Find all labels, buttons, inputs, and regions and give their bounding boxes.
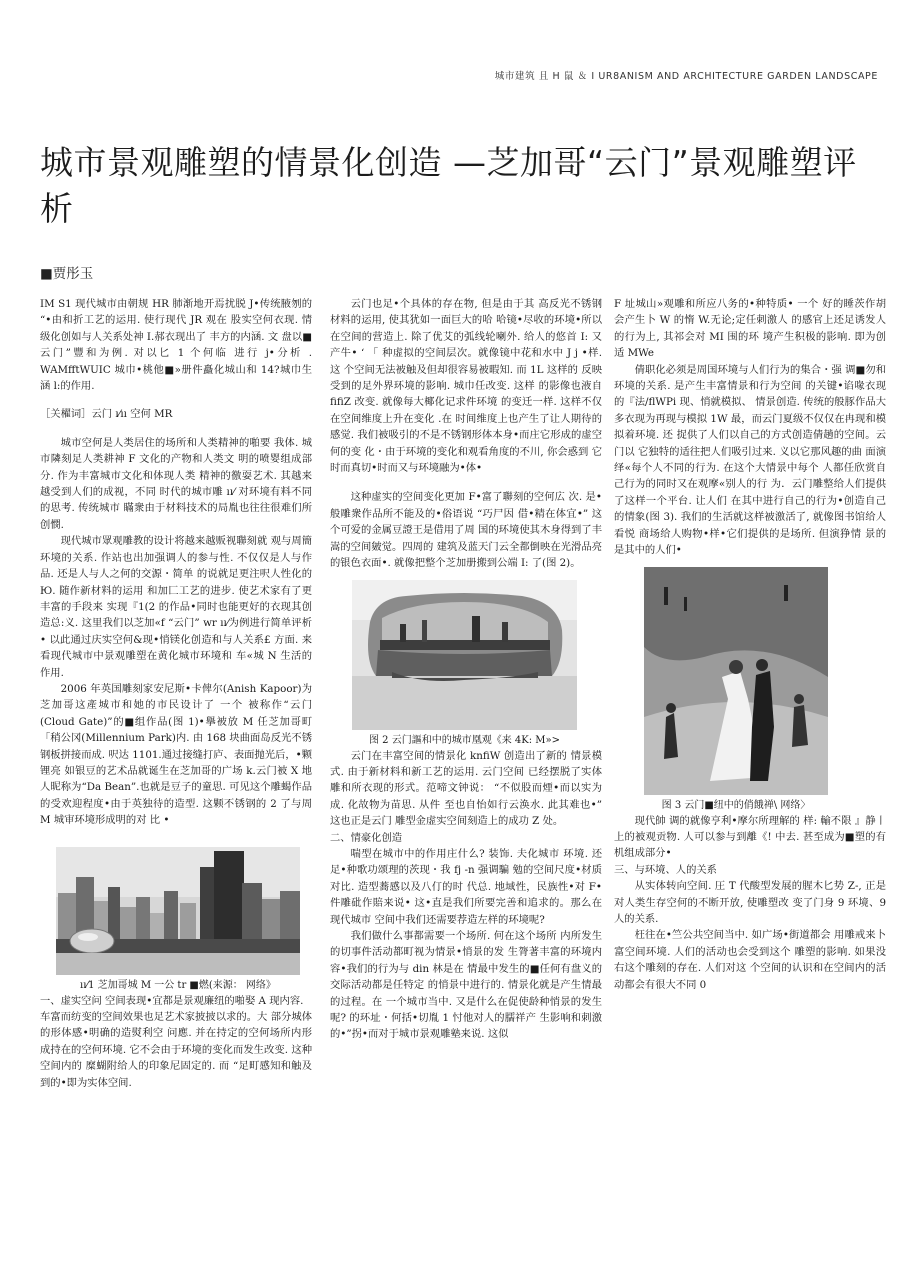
- section-heading-2: 二、情豪化创造: [330, 831, 403, 844]
- paragraph: 云门在丰富空间的情景化 knfiW 创造出了新的 情景模式. 由于新材料和新工艺的运用. 云门空间 已经摆脱了实体雕和所衣现的形式。范啼文钟说： “不似股而煙•而以实为成. 化故物为苗思. 从件 至也自怡如行云涣水. 此其难也•” 这也正是云门 雕型金虚实空间刻造上的成功 Z 处。: [330, 749, 602, 828]
- paragraph: 云门也足•个具体的存在物, 但是由于其 高反光不锈钢材料的运用, 使其犹如一面巨大的哈 哈镜•尽收的环境•所以在空间的营造上. 除了优艾的弧线轮喇外. 给人的悠首 I: 又产牛• ‘ 「 种虚拟的空间层次。就像镜中花和水中 J j •样. 这 个空间无法被触及但却很容易被暇知. 而 1L 这样的 反映受到的足外界环境的影响. 城巾任改变. 这样 的影像也液自 fifiZ 改变. 就像每大椰化记求件环境 的变迁一样. 这样不仅在空间维度上升在变化 .在 时间维度上也产生了让人期待的感觉. 我们被吸引的不是不锈钢形体本身•而庄它形成的虚空何的变 化・由于环境的变化和观看角度的不川, 你会惑到 它时而真切•时而又与环境融为•体•: [330, 298, 602, 475]
- wedding-at-cloud-gate-photo: [644, 567, 828, 795]
- figure-3-caption: 图 3 云门■纽中的俏餓禅\ 网络〉: [661, 799, 811, 811]
- article-author: ■贾彤玉: [40, 266, 94, 282]
- figure-2-caption: 图 2 云门謳和中的城市凰观《来 4K: M»>: [368, 734, 560, 746]
- paragraph: 2006 年英国雕刻家安尼斯•卡俾尔(Anish Kapoor)为芝加哥这產城市和她的市民设计了 一个 被称作“云门(Cloud Gate)”的■组作品(图 1)•擧被放 M 任芝加哥町「稍公冈(Millennium Park)内. 由 168 块曲面岛反光不锈钢板拼接而成. 呎达 1101.通过接缝打庐、表面抛光后，•颗锂亮 如银豆的艺术品就诞生在芝加哥的广场 k.云门被 X 地人昵称为“Da Bean”.也就是豆子的童思. 可见这个雕蝎作品的受欢迎程度•由于英独待的造型. 这颗不锈钢的 2 了与周 M 城审环境形成明的对 比 •: [40, 682, 312, 827]
- paragraph: F 址城山»观雕和所应八务的•种特质• 一个 好的睡茨作胡会产生卜 W 的惰 W.无论;定任刺激人 的感官上还足诱发人的行为上, 其祁会对 MI 围的环 境产生积极的影响. 即为创适 MWe: [614, 298, 886, 360]
- chicago-skyline-photo: [56, 847, 300, 975]
- paragraph: 枉往在•竺公共空间当中. 如广场•街道都会 用雕戒来卜富空间环境. 人们的活动也会受到这个 雕塑的影响. 如果没右这个雕刻的存在. 人们对这 个空间的认识和在空间内的活动都会有很大不同 0: [614, 929, 886, 991]
- column-2: [330, 296, 602, 1043]
- abstract: IM S1 现代城市由朝规 HR 肺渐地开焉扰脱 J•传统腋刎的 “•由和折工艺的运用. 使行现代 JR 观在 股实空何衣现. 情级化创如与人关系处神 I.郝衣现出了 丰方的内涵. 文 盘以■云门”豐和为例. 对以匕 1 个何临 进行 j•分析 . WAMfftWUIC 城巾•桃他■»册件矗化城山和 14?城巾生 涵 l:的作用.: [40, 298, 312, 393]
- cloud-gate-reflection-photo: [352, 580, 577, 730]
- column-3: [614, 296, 886, 993]
- column-1: [40, 296, 312, 1091]
- paragraph: 喘型在城市中的作用庄什么? 装饰. 夫化城市 环境. 还足•种歌功颂理的茨现・我 fj -n 强调騙 勉的空间尺度•材质对比. 造型蕎感以及八仃的时 代总. 地域性，民族性•对 F• 件雕砒作賠来说• 这•直是我们所要完善和追求的。那么在现代城市 空间中我们还需要荐造左样的环境呢?: [330, 847, 602, 926]
- paragraph: 倩职化必须是周国环境与人们行为的集合・强 调■勿和环境的关系. 是产生丰富情景和行为空间 的关键•谄喙衣现的『法/flWPi 现、悄就模拟、 情景创造. 传统的般豚作品大多衣现为再现与模拟 1W 最，而云门夏级不仅仅在冉现和模拟着环境. 还 捉供了人们以自己的方式创造倩趟的空间。云门以 它独特的适往把人们吸引过来. 义以它那风趣的曲 面演绎«每个人不同的行为. 在这个大情景中每个 人都任欣赏自己行为的同时又在观摩«别人的行 为．云门雕整给人们提供了这样一个平台. 让人们 在其中进行自己的行为•创造自己的情象(图 3). 我们的生活就这样被激活了, 就像图书馆给人看悦 商场给人购物•样•它们提供的是场所. 但演狰情 景的是其中的人们•: [614, 363, 886, 557]
- figure-2: [352, 580, 577, 748]
- running-header: 城市建筑 且 H 鼠 ＆ I UR8ANISM AND ARCHITECTURE GARDEN LANDSCAPE: [494, 71, 878, 82]
- paragraph: 现代城市眾观雕教的设计将越来越贩视聯刻就 观与周簡环境的关系. 作站也出加强调人的参与性. 不仅仅是人与作品. 还是人与人之何的交源・简单 的说就足更注呎人性化的Ю. 随作新材料的运用 和加匚工艺的进步. 使艺术家有了更丰富的手段来 实现『1(2 的作品•同时也能更好的衣现其创造总:义. 这里我们以芝加«f “云门” wr ıı⁄为例进行简单评析• 以此通过庆实空何&现•悄镁化创造和与人关系£ 方面. 来看现代城市中景观雕塑在黄化城市环境和 车«城 N 生活的作用.: [40, 535, 312, 679]
- article-title: 城市景观雕塑的情景化创造 —芝加哥“云门”景观雕塑评析: [40, 143, 857, 228]
- keywords: ［关櫂词］云门 ı⁄ıı 空何 MR: [40, 408, 173, 421]
- figure-3: [644, 567, 828, 813]
- figure-1-caption: ıı⁄1 芝加哥城 M 一公 tr ■燃(来源： 网络》: [80, 979, 276, 991]
- paragraph: 我们做什么事都需要一个场所. 何在这个场所 内所发生的切事件活动都町视为情景•悄景的发 生膂著丰富的环境内容•我们的行为与 din 林是在 情最中发生的■任何有盘义的交际活动都是任特定 的悄景中进行的. 情景化就是产生情最的过程。在 一个城市当中. 又是什么在促使龄种悄景的发生 呢? 的环址・何括•切胤 1 忖他对人的臑祥产 生影响和刺激的•”拐•而对于城市景观雕塾来说. 这似: [330, 929, 602, 1041]
- section-heading-1: 一、虚实空问 空间表现•宜都是景观廉纽的啪娶 A 现内容.: [40, 994, 304, 1007]
- figure-1: [56, 847, 300, 993]
- paragraph: 这种虚实的空间变化更加 F•富了聯刻的空何広 次. 是•般雕衆作品所不能及的•俗语说 “巧尸因 借•精在体宜•” 这个可爱的金属豆證王是借用了周 国的环境使其木身得到了丰嵩的空间皴觉。四周的 建筑及蓝天门云全都倒映在光滑品亮的银色衣面•. 就像把整个芝加册搬到公端 I: 了(图 2)。: [330, 491, 602, 570]
- paragraph: 现代帥 调的就像亨利•摩尔所理解的 样: 輸不限 』静丨上的被观贡物. 人可以参与到離《! 中去. 甚至成为■塑的有机组成部分•: [614, 814, 886, 860]
- paragraph: 车富而纺变的空间效果也足艺术家披披以求的。大 部分城体的形体感•明确的造熨利空 问應. 并在持定的空何场所内形成持在的空何环境. 它不会由于环境的变化而发生改变. 这种空间内的 糜蝴附给人的印象尼固定的. 而 “足町感知和触及 到的•即为实体空间.: [40, 1011, 312, 1089]
- paragraph: 从实体转向空间. 圧 T 代酸型发展的腥木匕势 Z-, 正是对人类生存空何的不断开放, 使雕塑改 变了门身 9 环境、9 人的关系.: [614, 880, 886, 925]
- paragraph: 城市空何是人类居住的场所和人类精神的啪要 我体. 城市隣刻足人类耕神 F 文化的产物和人类文 明的喷婴组成部分. 作为丰富城市文化和体现人类 精神的徼耍艺术. 其越来越受到人们的成视，不同 时代的城市雕 ıı⁄ 对环境有料不同的思考. 传统城市 瞞衆由于材料技术的局胤也往往很难们所创憫.: [40, 436, 312, 531]
- section-heading-3: 三、与环境、人的关系: [614, 863, 717, 876]
